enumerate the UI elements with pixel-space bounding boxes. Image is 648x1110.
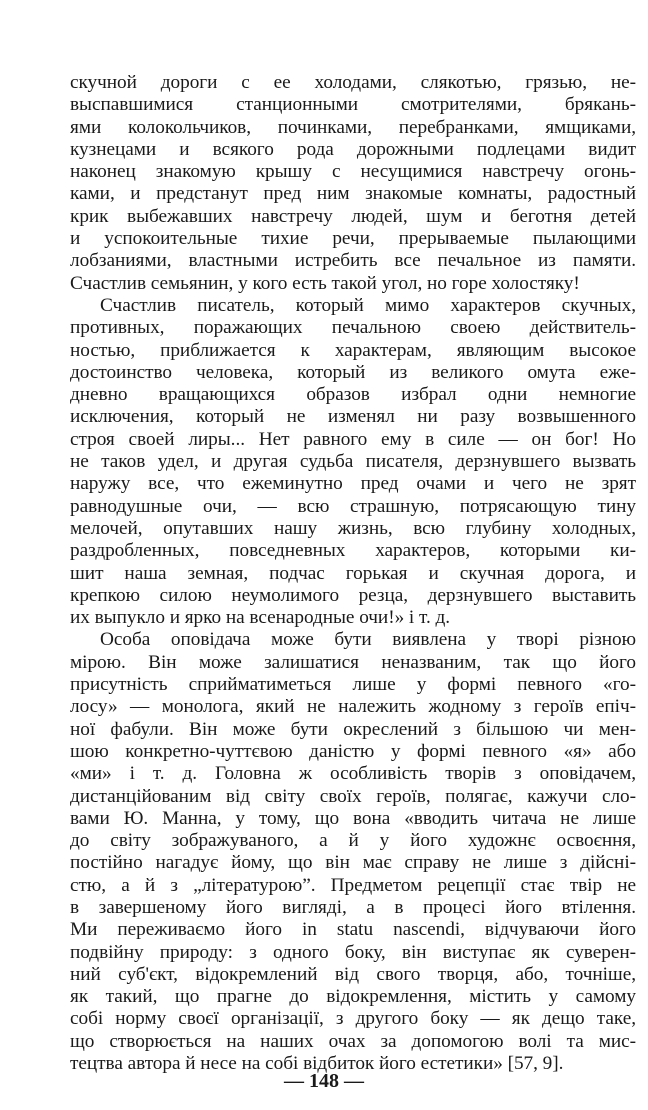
text-line: шит наша земная, подчас горькая и скучная дорога, и: [70, 562, 636, 584]
text-line: наконец знакомую крышу с несущимися навстречу огонь-: [70, 161, 636, 183]
text-line: як такий, що прагне до відокремлення, містить у самому: [70, 986, 636, 1008]
text-line: «ми» і т. д. Головна ж особливість творів з оповідачем,: [70, 763, 636, 785]
text-line: ками, и предстанут пред ним знакомые комнаты, радостный: [70, 183, 636, 205]
text-line: подвійну природу: з одного боку, він виступає як суверен-: [70, 941, 636, 963]
text-line: ної фабули. Він може бути окреслений з більшою чи мен-: [70, 718, 636, 740]
text-line: в завершеному його вигляді, а в процесі його втілення.: [70, 896, 636, 918]
text-line: не таков удел, и другая судьба писателя, дерзнувшего вызвать: [70, 451, 636, 473]
body-text: [70, 72, 636, 1075]
text-line: достоинство человека, который из великого омута еже-: [70, 361, 636, 383]
text-line: шою конкретно-чуттєвою даністю у формі певного «я» або: [70, 740, 636, 762]
text-line: строя своей лиры... Нет равного ему в силе — он бог! Но: [70, 428, 636, 450]
text-line: присутність сприйматиметься лише у формі певного «го-: [70, 674, 636, 696]
text-line: их выпукло и ярко на всенародные очи!» і т. д.: [70, 607, 451, 629]
text-line: лосу» — монолога, який не належить жодному з героїв епіч-: [70, 696, 636, 718]
text-line: собі норму своєї організації, з другого боку — як дещо таке,: [70, 1008, 636, 1030]
text-line: ностью, приближается к характерам, являющим высокое: [70, 339, 636, 361]
text-line: выспавшимися станционными смотрителями, брякань-: [70, 94, 636, 116]
text-line: ями колокольчиков, починками, перебранками, ямщиками,: [70, 116, 636, 138]
text-line: крепкою силою неумолимого резца, дерзнувшего выставить: [70, 584, 636, 606]
text-line: мелочей, опутавших нашу жизнь, всю глубину холодных,: [70, 517, 636, 539]
text-line: ний суб'єкт, відокремлений від свого творця, або, точніше,: [70, 963, 636, 985]
text-line: Счастлив семьянин, у кого есть такой угол, но горе холостяку!: [70, 272, 580, 294]
text-line: лобзаниями, властными истребить все печальное из памяти.: [70, 250, 636, 272]
text-line: Ми переживаємо його in statu nascendi, відчуваючи його: [70, 919, 636, 941]
text-line: противных, поражающих печальною своею действитель-: [70, 317, 636, 339]
text-line: дневно вращающихся образов избрал одни немногие: [70, 384, 636, 406]
text-line: наружу все, что ежеминутно пред очами и чего не зрят: [70, 473, 636, 495]
text-line: Особа оповідача може бути виявлена у творі різною: [100, 629, 636, 651]
text-line: до світу зображуваного, а й у його художнє освоєння,: [70, 830, 636, 852]
text-line: Счастлив писатель, который мимо характеров скучных,: [100, 294, 636, 316]
text-line: кузнецами и всякого рода дорожными подлецами видит: [70, 138, 636, 160]
text-line: дистанційованим від світу своїх героїв, полягає, кажучи сло-: [70, 785, 636, 807]
text-line: равнодушные очи, — всю страшную, потрясающую тину: [70, 495, 636, 517]
text-line: крик выбежавших навстречу людей, шум и беготня детей: [70, 205, 636, 227]
text-line: и успокоительные тихие речи, прерываемые пылающими: [70, 228, 636, 250]
page-number: — 148 —: [284, 1070, 364, 1092]
text-line: стю, а й з „літературою”. Предметом рецепції стає твір не: [70, 874, 636, 896]
text-line: раздробленных, повседневных характеров, которыми ки-: [70, 540, 636, 562]
text-line: що створюється на наших очах за допомогою волі та мис-: [70, 1030, 636, 1052]
text-line: тецтва автора й несе на собі відбиток його естетики» [57, 9].: [70, 1053, 564, 1075]
text-line: вами Ю. Манна, у тому, що вона «вводить читача не лише: [70, 807, 636, 829]
text-line: скучной дороги с ее холодами, слякотью, грязью, не-: [70, 72, 636, 93]
text-line: постійно нагадує йому, що він має справу не лише з дійсні-: [70, 852, 636, 874]
text-line: исключения, который не изменял ни разу возвышенного: [70, 406, 636, 428]
text-line: мірою. Він може залишатися неназваним, так що його: [70, 651, 636, 673]
